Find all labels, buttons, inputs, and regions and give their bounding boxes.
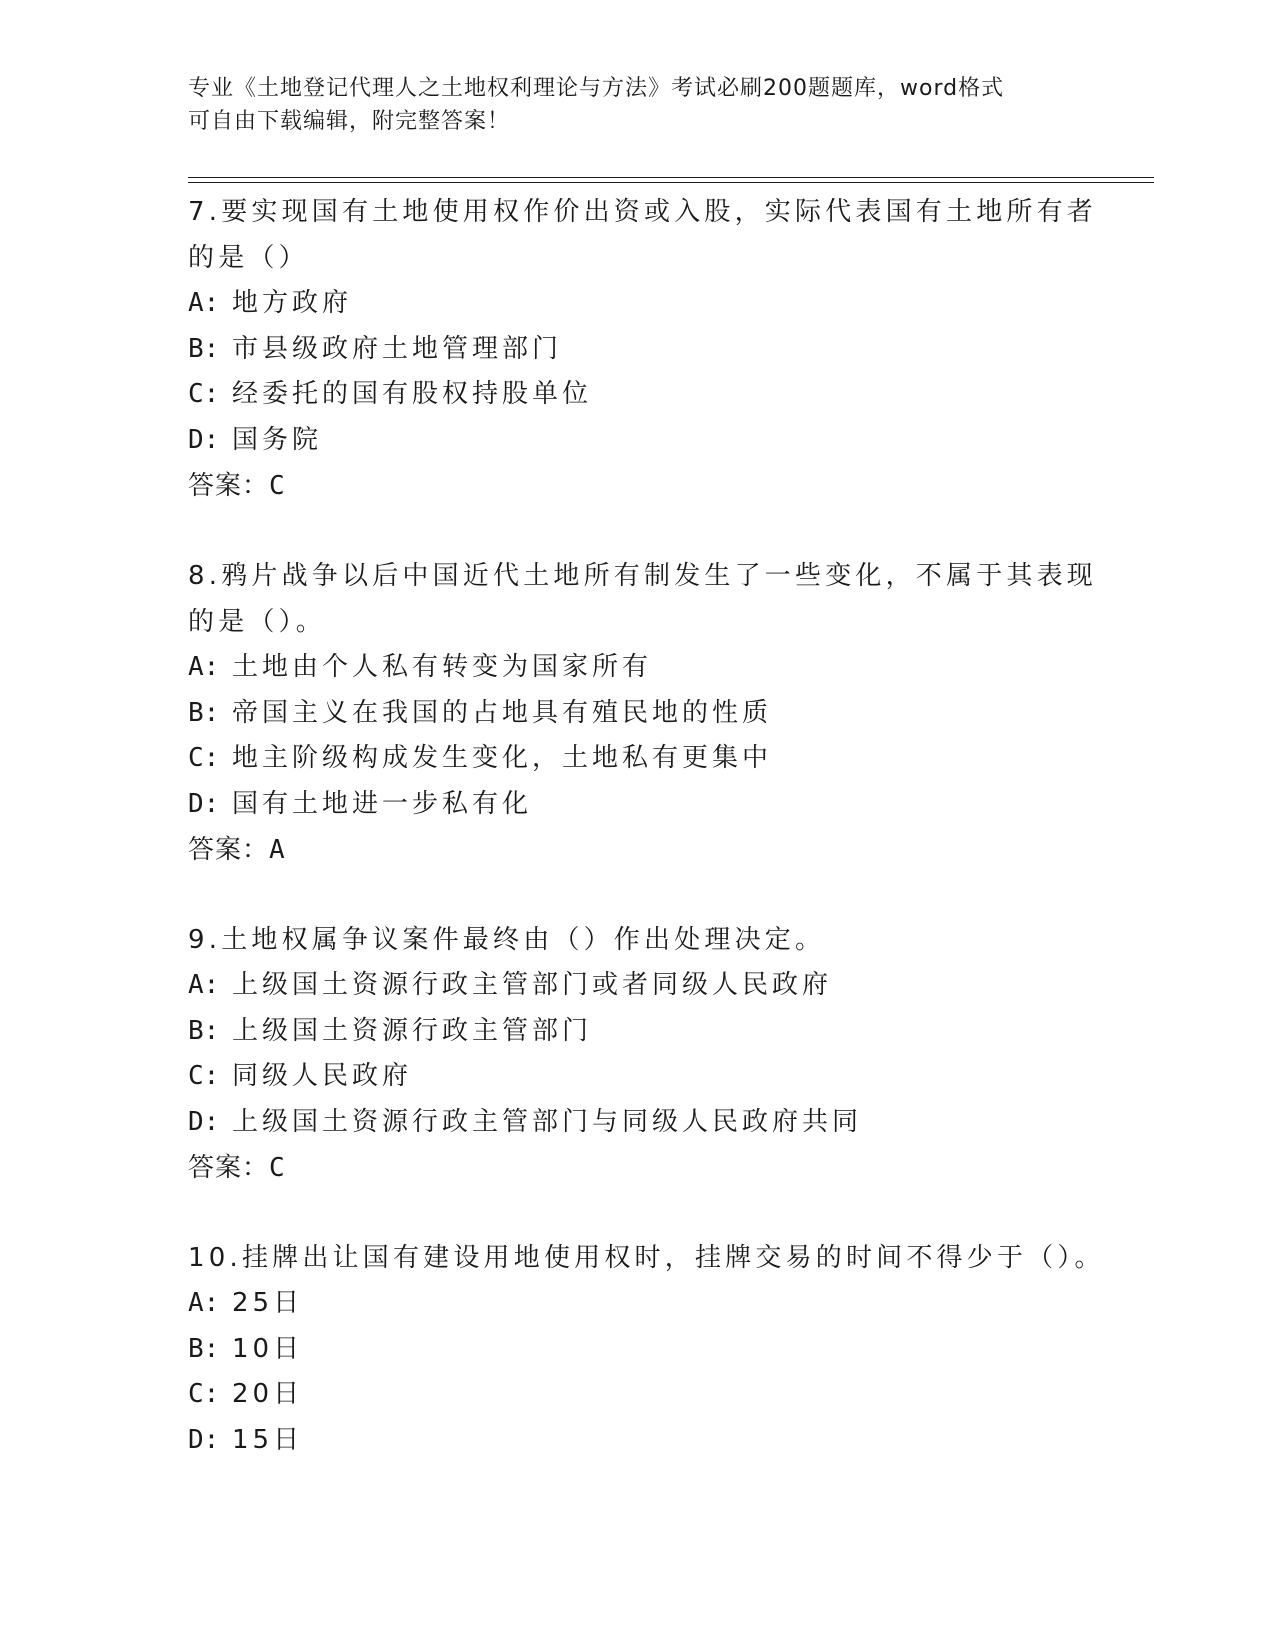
stem-line: 10.挂牌出让国有建设用地使用权时，挂牌交易的时间不得少于（）。 [188,1243,1105,1273]
stem-line: 7.要实现国有土地使用权作价出资或入股，实际代表国有土地所有者 [188,197,1098,227]
option-letter: A: [188,288,220,318]
question-stem [188,1235,1105,1281]
option-letter: D: [188,1424,220,1455]
option-letter: C: [188,743,220,773]
option-b [188,691,1088,737]
option-letter: C: [188,1379,220,1409]
option-text: 国务院 [232,424,323,455]
header-line-2: 可自由下载编辑，附完整答案！ [188,109,511,134]
option-text: 10日 [232,1333,304,1364]
option-letter: A: [188,652,220,682]
stem-line: 的是（） [188,243,309,273]
option-letter: A: [188,970,220,1000]
option-text: 帝国主义在我国的占地具有殖民地的性质 [232,697,773,728]
option-text: 同级人民政府 [232,1061,413,1091]
question-list [188,189,1105,1507]
document-header [188,72,1068,138]
answer-value: C [269,1153,286,1183]
option-b [188,1009,1088,1055]
option-text: 经委托的国有股权持股单位 [232,379,593,409]
header-divider-top [188,177,1154,178]
option-text: 市县级政府土地管理部门 [232,333,563,364]
option-text: 国有土地进一步私有化 [232,788,533,819]
answer-line [188,463,1088,509]
header-divider-bottom [188,182,1154,183]
question-stem [188,189,1098,281]
stem-line: 9.土地权属争议案件最终由（）作出处理决定。 [188,925,826,955]
option-c [188,736,1088,782]
answer-line [188,1145,1088,1191]
answer-label: 答案： [188,471,270,501]
question-10 [188,1235,1105,1463]
option-a [188,645,1088,691]
option-letter: D: [188,424,220,455]
option-text: 土地由个人私有转变为国家所有 [232,652,653,682]
option-a [188,281,1088,327]
stem-line: 8.鸦片战争以后中国近代土地所有制发生了一些变化，不属于其表现 [188,561,1098,591]
option-d [188,418,1088,464]
question-9 [188,917,1088,1191]
option-letter: B: [188,1015,220,1046]
question-7 [188,189,1098,509]
option-a [188,963,1088,1009]
option-text: 20日 [232,1379,304,1409]
question-stem [188,917,1088,963]
answer-value: C [269,471,286,501]
answer-label: 答案： [188,835,270,865]
stem-line: 的是（）。 [188,607,327,637]
option-letter: B: [188,333,220,364]
option-c [188,1372,1088,1418]
question-stem [188,553,1098,645]
option-letter: C: [188,1061,220,1091]
header-line-1: 专业《土地登记代理人之土地权利理论与方法》考试必刷200题题库，word格式 [188,76,1005,101]
option-letter: D: [188,788,220,819]
option-d [188,1100,1088,1146]
option-letter: D: [188,1106,220,1137]
question-8 [188,553,1098,873]
option-text: 地主阶级构成发生变化，土地私有更集中 [232,743,773,773]
option-text: 25日 [232,1288,304,1318]
option-a [188,1281,1088,1327]
option-text: 地方政府 [232,288,353,318]
option-letter: B: [188,1333,220,1364]
option-b [188,1327,1088,1373]
option-letter: B: [188,697,220,728]
option-d [188,1418,1088,1464]
option-text: 上级国土资源行政主管部门或者同级人民政府 [232,970,833,1000]
option-b [188,327,1088,373]
answer-label: 答案： [188,1153,270,1183]
answer-line [188,827,1088,873]
option-letter: C: [188,379,220,409]
option-text: 上级国土资源行政主管部门与同级人民政府共同 [232,1106,863,1137]
option-c [188,372,1088,418]
option-text: 上级国土资源行政主管部门 [232,1015,593,1046]
option-c [188,1054,1088,1100]
option-text: 15日 [232,1424,304,1455]
option-letter: A: [188,1288,220,1318]
answer-value: A [269,835,286,865]
option-d [188,782,1088,828]
